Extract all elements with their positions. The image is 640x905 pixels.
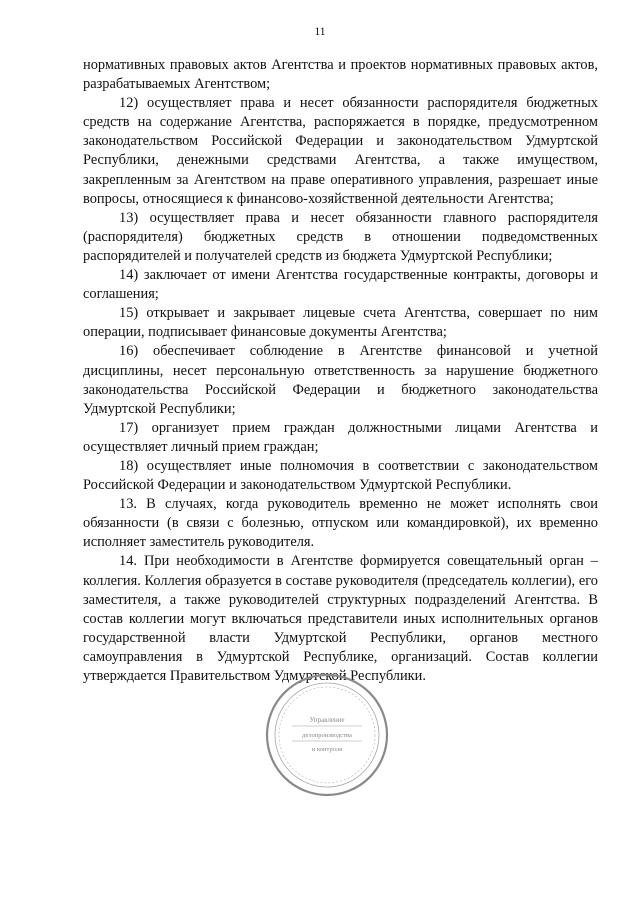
- round-seal-icon: [262, 670, 392, 800]
- paragraph-item-13: 13) осуществляет права и несет обязанности главного распорядителя (распорядителя) бюджетных средств в отношении подведомственных распорядителей и получателей средств из бюджета Удмуртской Республики;: [83, 209, 598, 264]
- page-number: 11: [314, 26, 326, 38]
- paragraph-item-14: 14) заключает от имени Агентства государственные контракты, договоры и соглашения;: [83, 267, 598, 303]
- stamp-text-line-3: и контроля: [311, 746, 343, 753]
- document-body: [83, 56, 598, 686]
- paragraph-item-15: 15) открывает и закрывает лицевые счета Агентства, совершает по ним операции, подписывает финансовые документы Агентства;: [83, 305, 598, 341]
- paragraph-item-12: 12) осуществляет права и несет обязанности распорядителя бюджетных средств на содержание Агентства, распоряжается в порядке, предусмотренном законодательством Российской Федерации и законодательством Удмуртской Республики, денежными средствами Агентства, а также имуществом, закрепленным за Агентством на праве оперативного управления, разрешает иные вопросы, относящиеся к финансово-хозяйственной деятельности Агентства;: [83, 95, 598, 207]
- stamp-text-line-2: делопроизводства: [302, 732, 352, 739]
- paragraph-clause-13: 13. В случаях, когда руководитель временно не может исполнять свои обязанности (в связи с болезнью, отпуском или командировкой), их временно исполняет заместитель руководителя.: [83, 496, 598, 551]
- paragraph-item-16: 16) обеспечивает соблюдение в Агентстве финансовой и учетной дисциплины, несет персональную ответственность за нарушение бюджетного законодательства Российской Федерации и бюджетного законодательства Удмуртской Республики;: [83, 343, 598, 417]
- paragraph-item-17: 17) организует прием граждан должностными лицами Агентства и осуществляет личный прием граждан;: [83, 419, 598, 455]
- paragraph-continuation: нормативных правовых актов Агентства и проектов нормативных правовых актов, разрабатываемых Агентством;: [83, 57, 598, 93]
- paragraph-clause-14: 14. При необходимости в Агентстве формируется совещательный орган – коллегия. Коллегия образуется в составе руководителя (председатель коллегии), его заместителя, а также руководителей структурных подразделений Агентства. В состав коллегии могут включаться представители иных исполнительных органов государственной власти Удмуртской Республики, органов местного самоуправления в Удмуртской Республике, организаций. Состав коллегии утверждается Правительством Удмуртской Республики.: [83, 553, 598, 684]
- paragraph-item-18: 18) осуществляет иные полномочия в соответствии с законодательством Российской Федерации и законодательством Удмуртской Республики.: [83, 457, 598, 494]
- stamp-text-line-1: Управление: [309, 716, 345, 724]
